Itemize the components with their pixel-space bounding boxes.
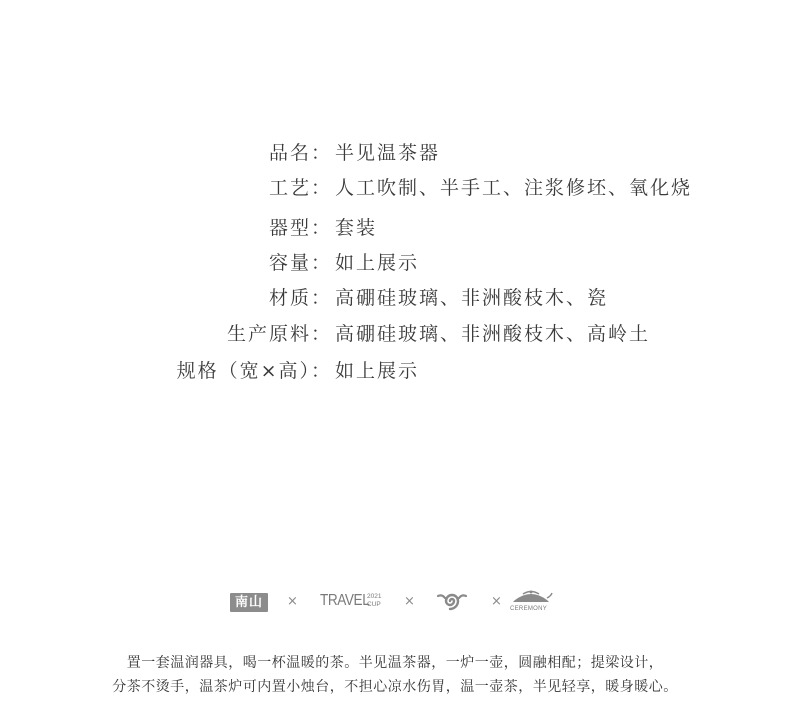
travel-logo-year: 2021 xyxy=(367,593,382,600)
spec-label: 容量： xyxy=(268,252,332,274)
spec-label: 规格（宽×高）： xyxy=(176,360,332,382)
spec-value: 人工吹制、半手工、注浆修坯、氧化烧 xyxy=(335,177,693,199)
nanshan-logo: 南山 xyxy=(230,593,268,612)
cobrand-logos xyxy=(0,588,790,618)
brand-separator: × xyxy=(287,594,298,609)
spec-row-craft xyxy=(0,174,790,202)
spec-row-material xyxy=(0,284,790,312)
travel-cup-logo xyxy=(320,588,382,618)
ceremony-logo xyxy=(509,588,553,618)
teapot-icon xyxy=(509,588,553,606)
description-line-2: 分茶不烫手，温茶炉可内置小烛台，不担心凉水伤胃，温一壶茶，半见轻享，暖身暖心。 xyxy=(112,679,678,695)
spec-value: 套装 xyxy=(335,217,378,239)
spec-value: 高硼硅玻璃、非洲酸枝木、高岭土 xyxy=(335,323,651,345)
description-line-1: 置一套温润器具，喝一杯温暖的茶。半见温茶器，一炉一壶，圆融相配；提梁设计， xyxy=(126,655,664,671)
swirl-logo-icon xyxy=(436,588,468,618)
spec-row-name xyxy=(0,139,790,167)
spec-row-dimensions xyxy=(0,357,790,385)
spec-row-shape xyxy=(0,214,790,242)
spec-label: 品名： xyxy=(268,142,332,164)
brand-separator: × xyxy=(404,594,415,609)
travel-logo-cup: CUP xyxy=(367,601,381,608)
spec-value: 高硼硅玻璃、非洲酸枝木、瓷 xyxy=(335,287,609,309)
ceremony-logo-text: CEREMONY xyxy=(510,606,548,612)
spec-label: 材质： xyxy=(268,287,332,309)
spec-row-raw-material xyxy=(0,320,790,348)
spec-label: 工艺： xyxy=(268,177,332,199)
brand-separator: × xyxy=(491,594,502,609)
spec-row-capacity xyxy=(0,249,790,277)
spec-value: 如上展示 xyxy=(335,360,420,382)
travel-logo-text: TRAVEL xyxy=(320,592,370,609)
spec-label: 器型： xyxy=(268,217,332,239)
spec-label: 生产原料： xyxy=(226,323,332,345)
spec-value: 半见温茶器 xyxy=(335,142,441,164)
spec-value: 如上展示 xyxy=(335,252,420,274)
